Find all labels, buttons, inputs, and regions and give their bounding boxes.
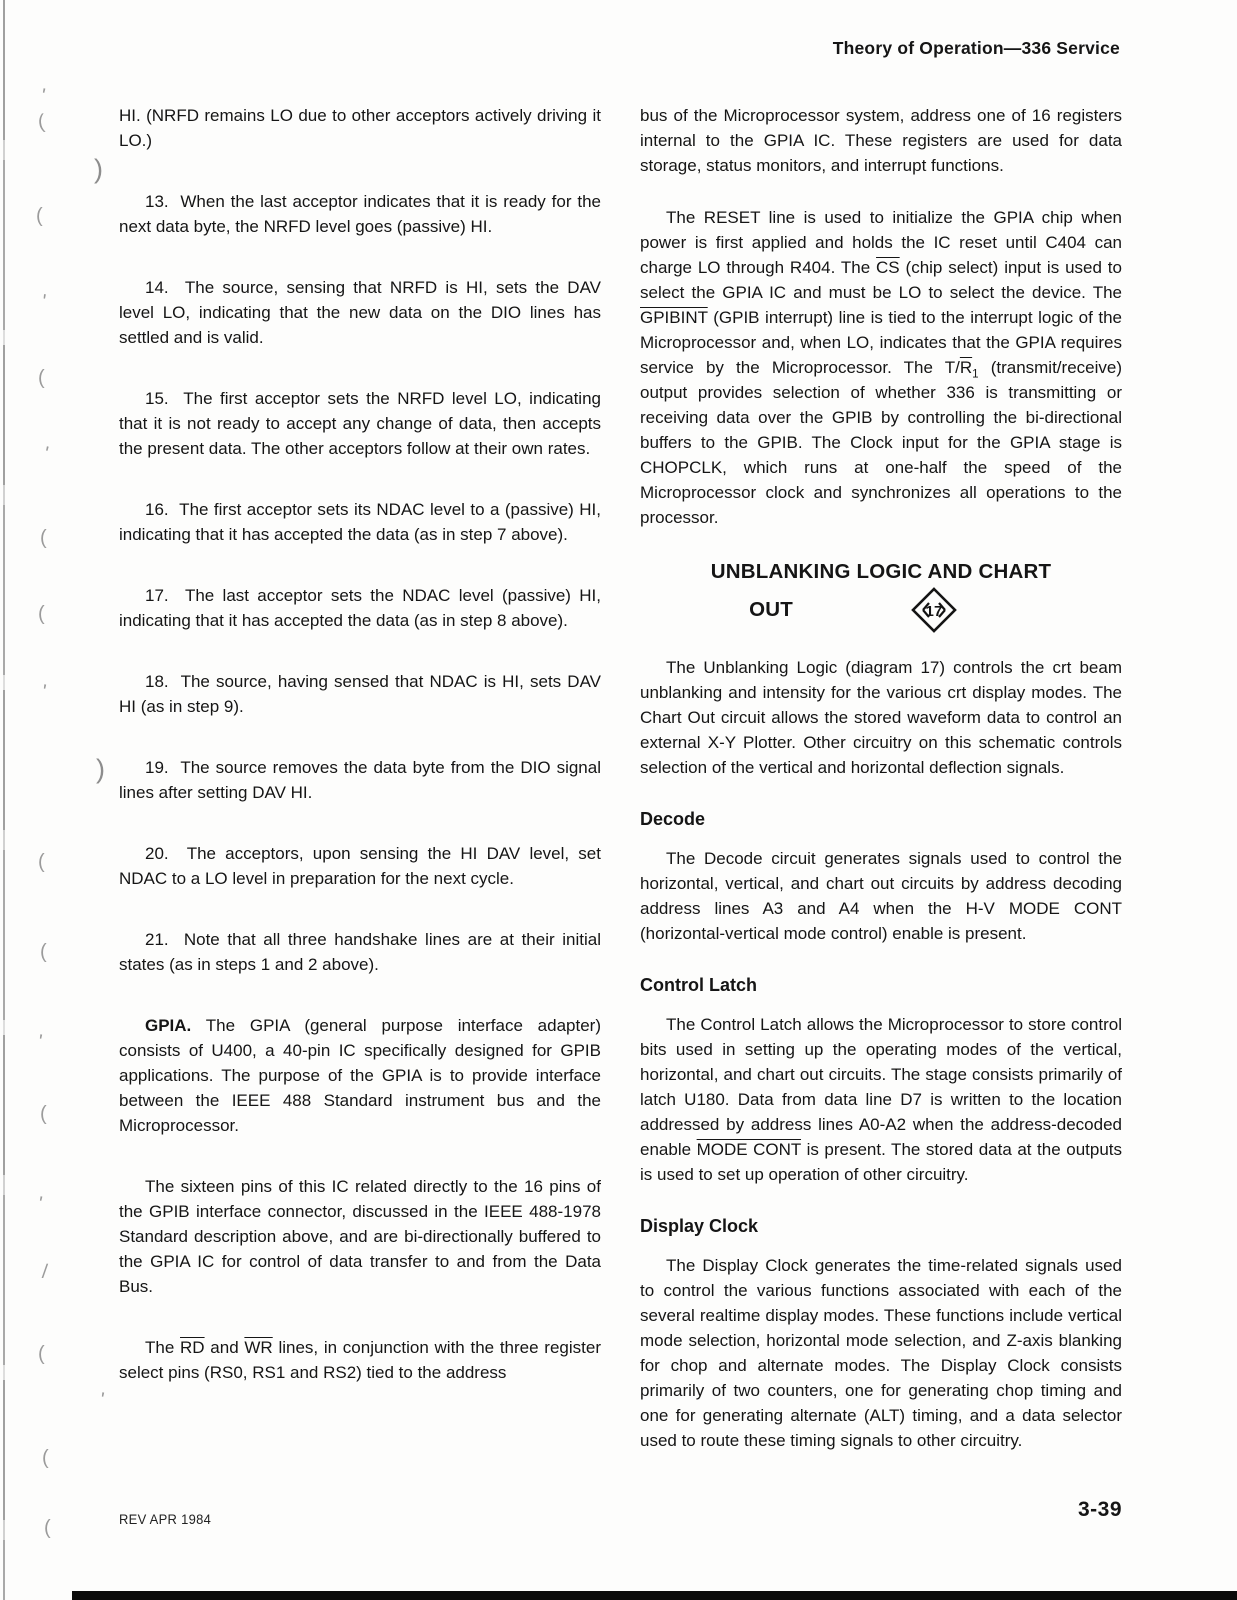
scan-artifact: ( (38, 1343, 45, 1365)
scan-artifact: ( (44, 1517, 51, 1539)
page-header-title: Theory of Operation—336 Service (832, 38, 1120, 58)
paragraph (640, 1253, 1122, 1453)
text-run: is present. The stored data at the outputs is used to set up operation of other circuitry. (640, 1140, 1122, 1184)
paragraph (119, 189, 601, 239)
paragraph (119, 841, 601, 891)
text-run: The Control Latch allows the Microprocessor to store control bits used in setting up the operating modes of the vertical, horizontal, and chart out circuits. The stage consists primarily of latch U180. Data from data line D7 is written to the location addressed by address lines A0-A2 when the address-decoded enable (640, 1015, 1122, 1159)
text-run: lines, in conjunction with the three register select pins (RS0, RS1 and RS2) tied to the address (119, 1338, 601, 1382)
bold-lead-in: GPIA. (145, 1016, 192, 1035)
paragraph (119, 755, 601, 805)
scan-bottom-bar (72, 1591, 1237, 1600)
text-run: The sixteen pins of this IC related directly to the 16 pins of the GPIB interface connector, discussed in the IEEE 488-1978 Standard description above, and are bi-directionally buffered to the GPIA IC for control of data transfer to and from the Data Bus. (119, 1177, 601, 1296)
scan-edge-line (3, 0, 5, 1600)
overlined-signal-name: GPIBINT (640, 308, 708, 327)
scan-artifact: ) (96, 754, 105, 784)
paragraph (640, 205, 1122, 530)
scan-artifact: ( (38, 367, 45, 389)
text-run: and (204, 1338, 245, 1357)
scan-artifact: ' (38, 84, 48, 108)
text-run: (transmit/receive) output provides selection of whether 336 is transmitting or receiving data over the GPIB by controlling the bi-directional buffers to the GPIB. The Clock input for the GPIA stage is CHOPCLK, which runs at one-half the speed of the Microprocessor clock and synchronizes all operations to the processor. (640, 358, 1122, 527)
text-run: 16. The first acceptor sets its NDAC level to a (passive) HI, indicating that it has accepted the data (as in step 7 above). (119, 500, 601, 544)
subsection-heading: Control Latch (640, 975, 757, 995)
revision-date: REV APR 1984 (119, 1512, 212, 1527)
overlined-signal-name: $\overline{CS}$ (876, 258, 900, 277)
text-run: The Display Clock generates the time-related signals used to control the various functions associated with each of the several realtime display modes. These functions include vertical mode selection, horizontal mode selection, and Z-axis blanking for chop and alternate modes. The Display Clock consists primarily of two counters, one for generating chop timing and one for generating alternate (ALT) timing, and a data selector used to route these timing signals to other circuitry. (640, 1256, 1122, 1450)
text-run: The Decode circuit generates signals used to control the horizontal, vertical, and chart out circuits by address decoding address lines A3 and A4 when the H-V MODE CONT (horizontal-vertical mode control) enable is present. (640, 849, 1122, 943)
section-heading-line1: UNBLANKING LOGIC AND CHART (710, 560, 1052, 583)
overlined-signal-name: $\overline{RD}$ (180, 1338, 205, 1357)
text-run: (GPIB interrupt) line is tied to the interrupt logic of the Microprocessor and, when LO, indicates that the GPIA requires service by the Microprocessor. The T/ (640, 308, 1122, 377)
scan-artifact: ' (40, 290, 48, 314)
text-run: 1 (972, 368, 979, 381)
overlined-signal-name: MODE CONT (696, 1140, 802, 1159)
text-run: The Unblanking Logic (diagram 17) controls the crt beam unblanking and intensity for the various crt display modes. The Chart Out circuit allows the stored waveform data to control an external X-Y Plotter. Other circuitry on this schematic controls selection of the vertical and horizontal deflection signals. (640, 658, 1122, 777)
scan-artifact: ( (38, 851, 45, 873)
svg-text:17: 17 (925, 603, 943, 620)
overlined-signal-name: $\overline{WR}$ (244, 1338, 273, 1357)
paragraph (640, 1012, 1122, 1187)
paragraph (640, 846, 1122, 946)
section-heading (640, 557, 1122, 633)
paragraph (119, 1174, 601, 1299)
paragraph (640, 103, 1122, 178)
scan-artifact: ' (98, 1388, 106, 1412)
paragraph (640, 655, 1122, 780)
section-heading-line2 (612, 587, 1094, 633)
paragraph (119, 1335, 601, 1385)
scan-artifact: ( (42, 1447, 49, 1469)
scan-artifact: ( (40, 941, 47, 963)
paragraph (119, 583, 601, 633)
scan-artifact: / (41, 1260, 49, 1284)
text-run: 20. The acceptors, upon sensing the HI DAV level, set NDAC to a LO level in preparation for the next cycle. (119, 844, 601, 888)
paragraph (119, 275, 601, 350)
section-heading-text: OUT (749, 598, 793, 621)
text-run: 19. The source removes the data byte from the DIO signal lines after setting DAV HI. (119, 758, 601, 802)
paragraph (119, 1013, 601, 1138)
scan-artifact: ( (40, 527, 47, 549)
text-run: The (145, 1338, 181, 1357)
scan-artifact: ' (35, 1192, 45, 1216)
paragraph (119, 386, 601, 461)
paragraph (119, 497, 601, 547)
subsection-heading: Display Clock (640, 1216, 759, 1236)
text-run: The RESET line is used to initialize the GPIA chip when power is first applied and holds the IC reset until C404 can charge LO through R404. The (640, 208, 1122, 277)
paragraph (119, 669, 601, 719)
text-run: 17. The last acceptor sets the NDAC level (passive) HI, indicating that it has accepted the data (as in step 8 above). (119, 586, 601, 630)
paragraph (119, 927, 601, 977)
scan-artifact: ' (40, 680, 48, 704)
text-run: 13. When the last acceptor indicates that it is ready for the next data byte, the NRFD level goes (passive) HI. (119, 192, 601, 236)
text-run: 18. The source, having sensed that NDAC is HI, sets DAV HI (as in step 9). (119, 672, 601, 716)
scan-artifact: ( (36, 205, 43, 227)
paragraph (119, 103, 601, 153)
right-column (640, 103, 1122, 1480)
text-run: bus of the Microprocessor system, address one of 16 registers internal to the GPIA IC. These registers are used for data storage, status monitors, and interrupt functions. (640, 106, 1122, 175)
scan-artifact: ( (36, 110, 46, 134)
overlined-signal-name: $\overline{R}$ (959, 358, 973, 377)
page-number: 3-39 (1077, 1498, 1122, 1521)
text-run: HI. (NRFD remains LO due to other acceptors actively driving it LO.) (119, 106, 601, 150)
text-run: 15. The first acceptor sets the NRFD level LO, indicating that it is not ready to accept any change of data, then accepts the present data. The other acceptors follow at their own rates. (119, 389, 601, 458)
left-column (119, 103, 601, 1421)
text-run: 14. The source, sensing that NRFD is HI, sets the DAV level LO, indicating that the new data on the DIO lines has settled and is valid. (119, 278, 601, 347)
scan-artifact: ( (40, 1103, 47, 1125)
text-run: (chip select) input is used to select the GPIA IC and must be LO to select the device. The (640, 258, 1122, 302)
text-run: 21. Note that all three handshake lines are at their initial states (as in steps 1 and 2 above). (119, 930, 601, 974)
subsection-heading: Decode (640, 809, 706, 829)
scan-artifact: ( (38, 603, 45, 625)
scan-artifact: ' (36, 1030, 44, 1054)
scan-artifact: ' (41, 442, 51, 466)
text-run: The GPIA (general purpose interface adapter) consists of U400, a 40-pin IC specifically designed for GPIB applications. The purpose of the GPIA is to provide interface between the IEEE 488 Standard instrument bus and the Microprocessor. (119, 1016, 601, 1135)
diagram-reference-icon (911, 587, 957, 633)
scan-artifact: ) (94, 154, 103, 184)
